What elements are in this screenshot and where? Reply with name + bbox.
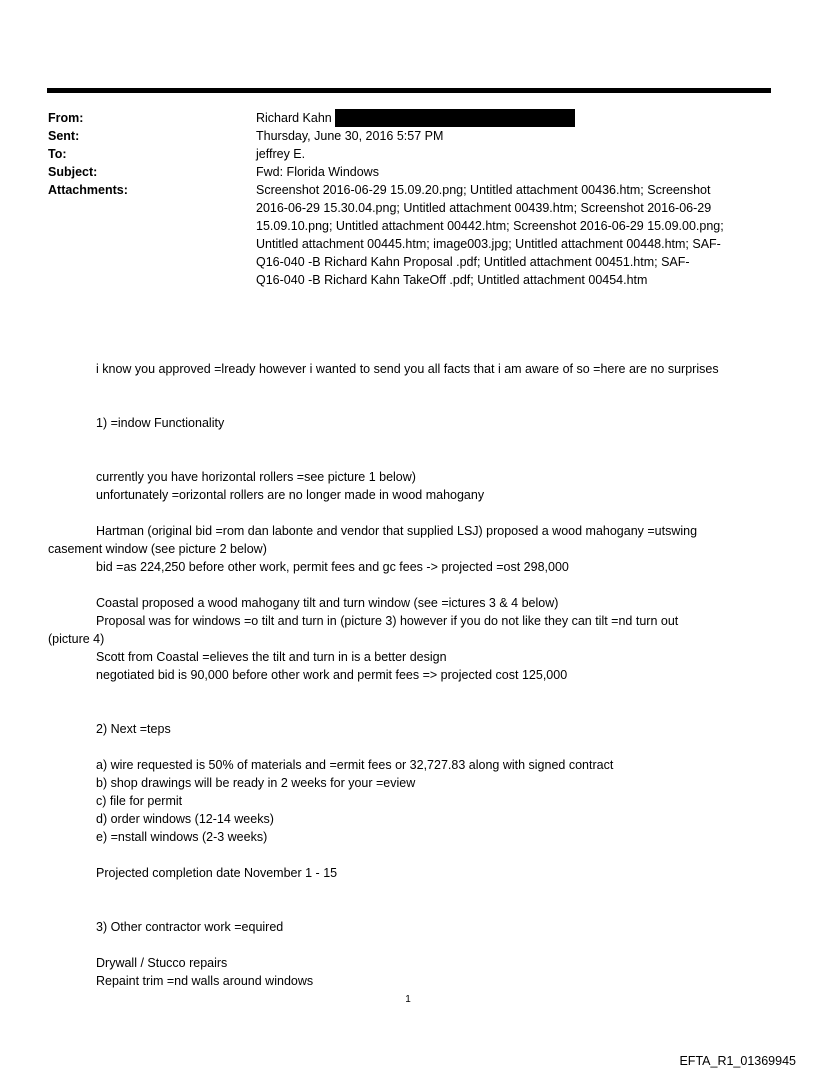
to-label: To:	[48, 147, 67, 161]
body-line: (picture 4)	[48, 632, 105, 646]
attachments-line: Q16-040 -B Richard Kahn Proposal .pdf; Untitled attachment 00451.htm; SAF-	[256, 255, 690, 269]
attachments-line: 2016-06-29 15.30.04.png; Untitled attachment 00439.htm; Screenshot 2016-06-29	[256, 201, 712, 215]
section-1-title: 1) =indow Functionality	[96, 416, 225, 430]
subject-value: Fwd: Florida Windows	[256, 165, 379, 179]
section-2-title: 2) Next =teps	[96, 722, 171, 736]
sent-label: Sent:	[48, 129, 80, 143]
body-line: Proposal was for windows =o tilt and turn in (picture 3) however if you do not like they can tilt =nd turn out	[96, 614, 679, 628]
email-body	[48, 360, 770, 990]
body-line: unfortunately =orizontal rollers are no longer made in wood mahogany	[96, 488, 485, 502]
subject-label: Subject:	[48, 165, 98, 179]
body-line: negotiated bid is 90,000 before other work and permit fees => projected cost 125,000	[96, 668, 568, 682]
section-3-title: 3) Other contractor work =equired	[96, 920, 284, 934]
attachments-label: Attachments:	[48, 183, 128, 197]
email-header	[48, 109, 770, 289]
page-number: 1	[405, 994, 411, 1005]
body-line: Repaint trim =nd walls around windows	[96, 974, 314, 988]
body-line: bid =as 224,250 before other work, permit fees and gc fees -> projected =ost 298,000	[96, 560, 569, 574]
document-id: EFTA_R1_01369945	[679, 1054, 796, 1068]
attachments-row	[48, 181, 770, 289]
redaction-box	[335, 109, 575, 127]
list-item: d) order windows (12-14 weeks)	[96, 812, 274, 826]
from-value: Richard Kahn	[256, 111, 332, 125]
completion-date: Projected completion date November 1 - 15	[96, 866, 338, 880]
body-line: casement window (see picture 2 below)	[48, 542, 267, 556]
header-rule	[47, 88, 771, 93]
attachments-value	[256, 181, 770, 289]
to-value: jeffrey E.	[256, 147, 306, 161]
sent-value: Thursday, June 30, 2016 5:57 PM	[256, 129, 444, 143]
subject-row	[48, 163, 770, 181]
sent-row	[48, 127, 770, 145]
body-line: Drywall / Stucco repairs	[96, 956, 228, 970]
body-line: Coastal proposed a wood mahogany tilt and turn window (see =ictures 3 & 4 below)	[96, 596, 559, 610]
to-row	[48, 145, 770, 163]
from-label: From:	[48, 111, 84, 125]
list-item: c) file for permit	[96, 794, 183, 808]
list-item: e) =nstall windows (2-3 weeks)	[96, 830, 268, 844]
from-row	[48, 109, 770, 127]
body-line: Hartman (original bid =rom dan labonte and vendor that supplied LSJ) proposed a wood mahogany =utswing	[96, 524, 698, 538]
body-line: Scott from Coastal =elieves the tilt and turn in is a better design	[96, 650, 447, 664]
list-item: b) shop drawings will be ready in 2 weeks for your =eview	[96, 776, 416, 790]
body-line: currently you have horizontal rollers =see picture 1 below)	[96, 470, 416, 484]
attachments-line: Screenshot 2016-06-29 15.09.20.png; Untitled attachment 00436.htm; Screenshot	[256, 183, 711, 197]
attachments-line: 15.09.10.png; Untitled attachment 00442.htm; Screenshot 2016-06-29 15.09.00.png;	[256, 219, 724, 233]
attachments-line: Q16-040 -B Richard Kahn TakeOff .pdf; Untitled attachment 00454.htm	[256, 273, 648, 287]
attachments-line: Untitled attachment 00445.htm; image003.jpg; Untitled attachment 00448.htm; SAF-	[256, 237, 721, 251]
list-item: a) wire requested is 50% of materials and =ermit fees or 32,727.83 along with signed contract	[96, 758, 614, 772]
intro-paragraph: i know you approved =lready however i wanted to send you all facts that i am aware of so =here are no surprises	[96, 362, 719, 376]
